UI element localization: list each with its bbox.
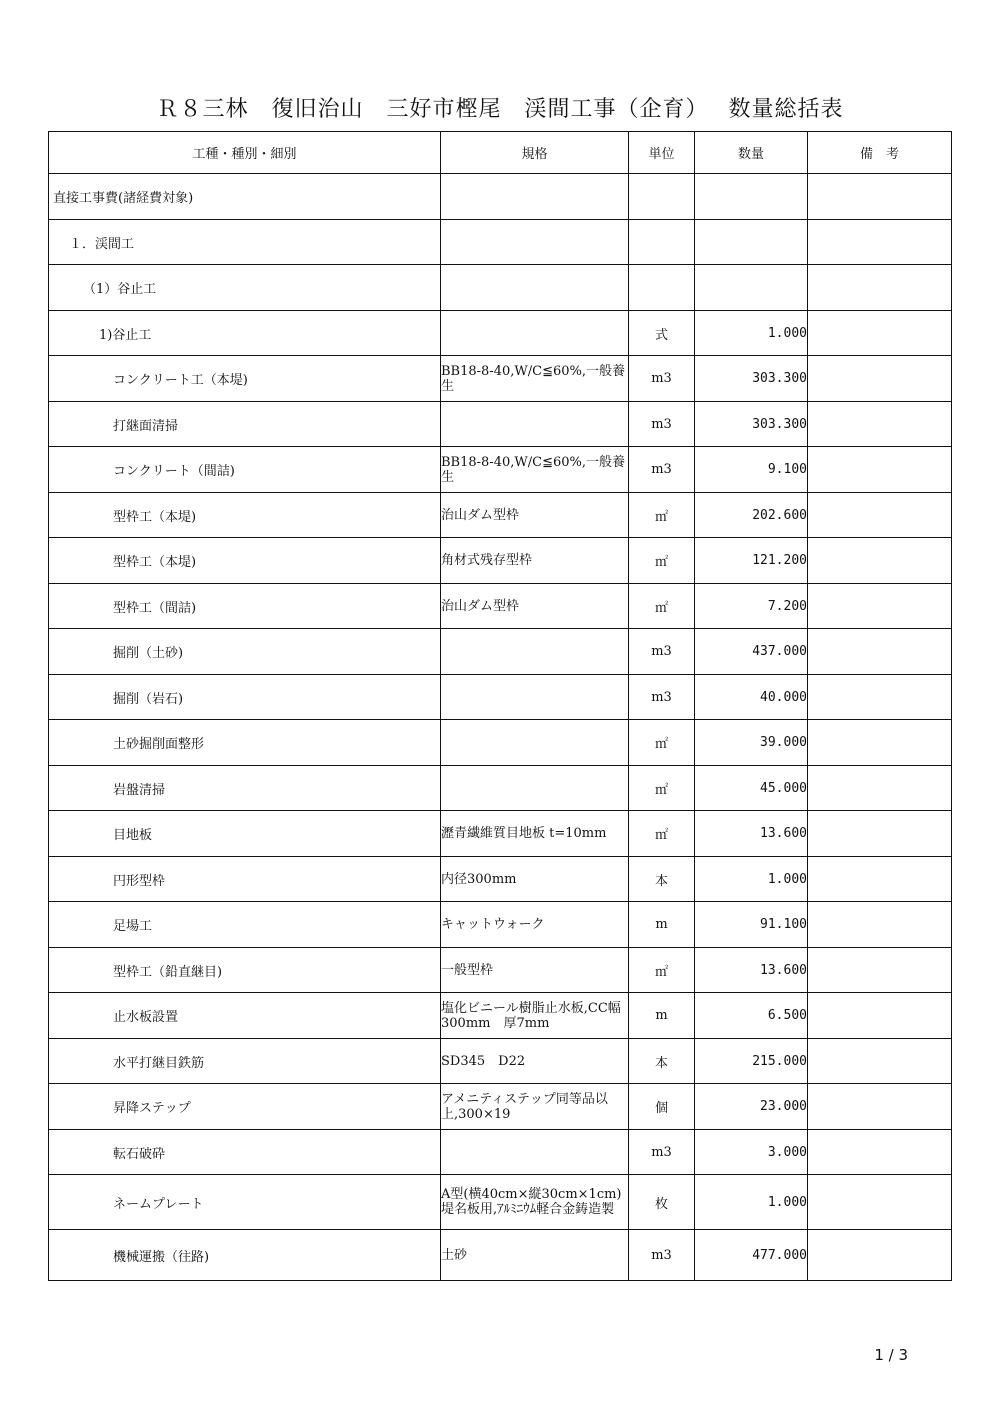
cell-quantity: 1.000: [695, 857, 808, 902]
cell-specification: [441, 766, 629, 811]
cell-remarks: [808, 1084, 952, 1130]
table-row: [49, 538, 952, 584]
table-body: [49, 174, 952, 1281]
cell-remarks: [808, 857, 952, 902]
cell-work-type: コンクリート工（本堤): [49, 356, 441, 402]
cell-remarks: [808, 993, 952, 1039]
cell-specification: キャットウォーク: [441, 902, 629, 948]
table-row: [49, 1039, 952, 1084]
cell-quantity: 9.100: [695, 447, 808, 493]
cell-unit: m3: [629, 1230, 695, 1281]
cell-unit: [629, 220, 695, 265]
cell-remarks: [808, 1039, 952, 1084]
cell-quantity: 3.000: [695, 1130, 808, 1175]
cell-quantity: [695, 220, 808, 265]
cell-unit: 式: [629, 311, 695, 356]
cell-specification: 内径300mm: [441, 857, 629, 902]
table-row: [49, 629, 952, 675]
cell-quantity: [695, 265, 808, 311]
cell-quantity: 303.300: [695, 356, 808, 402]
cell-unit: m: [629, 993, 695, 1039]
cell-unit: [629, 174, 695, 220]
table-row: [49, 857, 952, 902]
cell-unit: 本: [629, 1039, 695, 1084]
table-row: [49, 993, 952, 1039]
cell-quantity: 45.000: [695, 766, 808, 811]
cell-remarks: [808, 902, 952, 948]
cell-quantity: 7.200: [695, 584, 808, 629]
cell-remarks: [808, 720, 952, 766]
cell-work-type: 打継面清掃: [49, 402, 441, 447]
cell-specification: 塩化ビニール樹脂止水板,CC幅300mm 厚7mm: [441, 993, 629, 1039]
cell-quantity: 121.200: [695, 538, 808, 584]
table-row: [49, 1130, 952, 1175]
cell-specification: [441, 265, 629, 311]
header-quantity: 数量: [695, 132, 808, 174]
cell-quantity: 23.000: [695, 1084, 808, 1130]
cell-remarks: [808, 311, 952, 356]
table-row: [49, 402, 952, 447]
cell-remarks: [808, 675, 952, 720]
cell-unit: m3: [629, 629, 695, 675]
cell-remarks: [808, 447, 952, 493]
cell-quantity: 202.600: [695, 493, 808, 538]
cell-work-type: 昇降ステップ: [49, 1084, 441, 1130]
cell-specification: [441, 720, 629, 766]
cell-quantity: 39.000: [695, 720, 808, 766]
cell-unit: ㎡: [629, 948, 695, 993]
header-unit: 単位: [629, 132, 695, 174]
cell-unit: ㎡: [629, 538, 695, 584]
cell-work-type: 型枠工（本堤): [49, 493, 441, 538]
cell-unit: ㎡: [629, 493, 695, 538]
cell-remarks: [808, 538, 952, 584]
cell-work-type: 土砂掘削面整形: [49, 720, 441, 766]
cell-remarks: [808, 1130, 952, 1175]
cell-work-type: 円形型枠: [49, 857, 441, 902]
cell-specification: 土砂: [441, 1230, 629, 1281]
table-header-row: [49, 132, 952, 174]
cell-unit: 本: [629, 857, 695, 902]
cell-remarks: [808, 356, 952, 402]
cell-work-type: 掘削（岩石): [49, 675, 441, 720]
cell-unit: m3: [629, 675, 695, 720]
table-row: [49, 174, 952, 220]
cell-quantity: 437.000: [695, 629, 808, 675]
cell-specification: [441, 174, 629, 220]
cell-work-type: ネームプレート: [49, 1175, 441, 1230]
cell-specification: 治山ダム型枠: [441, 584, 629, 629]
cell-unit: ㎡: [629, 766, 695, 811]
cell-remarks: [808, 811, 952, 857]
header-specification: 規格: [441, 132, 629, 174]
cell-work-type: 岩盤清掃: [49, 766, 441, 811]
cell-unit: 枚: [629, 1175, 695, 1230]
header-work-type: 工種・種別・細別: [49, 132, 441, 174]
cell-specification: [441, 629, 629, 675]
cell-remarks: [808, 265, 952, 311]
table-row: [49, 493, 952, 538]
cell-unit: ㎡: [629, 720, 695, 766]
cell-remarks: [808, 584, 952, 629]
cell-work-type: 水平打継目鉄筋: [49, 1039, 441, 1084]
cell-remarks: [808, 948, 952, 993]
cell-specification: [441, 1130, 629, 1175]
cell-specification: BB18-8-40,W/C≦60%,一般養生: [441, 447, 629, 493]
cell-remarks: [808, 766, 952, 811]
cell-quantity: 40.000: [695, 675, 808, 720]
cell-unit: m3: [629, 356, 695, 402]
table-row: [49, 720, 952, 766]
table-row: [49, 220, 952, 265]
table-row: [49, 265, 952, 311]
cell-work-type: 目地板: [49, 811, 441, 857]
cell-quantity: 303.300: [695, 402, 808, 447]
table-row: [49, 1230, 952, 1281]
cell-unit: ㎡: [629, 811, 695, 857]
cell-quantity: 477.000: [695, 1230, 808, 1281]
cell-specification: BB18-8-40,W/C≦60%,一般養生: [441, 356, 629, 402]
table-row: [49, 584, 952, 629]
cell-specification: [441, 311, 629, 356]
cell-specification: 瀝青繊維質目地板 t=10mm: [441, 811, 629, 857]
page-number: 1 / 3: [874, 1346, 908, 1364]
cell-quantity: 6.500: [695, 993, 808, 1039]
cell-work-type: １．渓間工: [49, 220, 441, 265]
cell-remarks: [808, 1175, 952, 1230]
cell-unit: 個: [629, 1084, 695, 1130]
cell-work-type: コンクリート（間詰): [49, 447, 441, 493]
cell-quantity: 1.000: [695, 1175, 808, 1230]
table-row: [49, 948, 952, 993]
table-row: [49, 356, 952, 402]
quantity-summary-table: [48, 131, 952, 1281]
cell-specification: 一般型枠: [441, 948, 629, 993]
cell-remarks: [808, 493, 952, 538]
cell-specification: A型(横40cm×縦30cm×1cm) 堤名板用,ｱﾙﾐﾆｳﾑ軽合金鋳造製: [441, 1175, 629, 1230]
cell-unit: ㎡: [629, 584, 695, 629]
cell-specification: SD345 D22: [441, 1039, 629, 1084]
cell-unit: m3: [629, 402, 695, 447]
cell-unit: m3: [629, 1130, 695, 1175]
cell-work-type: 止水板設置: [49, 993, 441, 1039]
cell-specification: [441, 402, 629, 447]
cell-work-type: 転石破砕: [49, 1130, 441, 1175]
cell-remarks: [808, 402, 952, 447]
cell-quantity: 215.000: [695, 1039, 808, 1084]
cell-work-type: 型枠工（本堤): [49, 538, 441, 584]
cell-unit: m3: [629, 447, 695, 493]
cell-quantity: 1.000: [695, 311, 808, 356]
table-row: [49, 675, 952, 720]
document-title: Ｒ８三林 復旧治山 三好市樫尾 渓間工事（企育） 数量総括表: [156, 97, 844, 122]
cell-work-type: 機械運搬（往路): [49, 1230, 441, 1281]
cell-work-type: 型枠工（間詰): [49, 584, 441, 629]
cell-work-type: 掘削（土砂): [49, 629, 441, 675]
cell-quantity: [695, 174, 808, 220]
table-row: [49, 766, 952, 811]
table-row: [49, 1175, 952, 1230]
cell-remarks: [808, 1230, 952, 1281]
cell-work-type: 型枠工（鉛直継目): [49, 948, 441, 993]
cell-unit: m: [629, 902, 695, 948]
header-remarks: 備 考: [808, 132, 952, 174]
cell-unit: [629, 265, 695, 311]
cell-specification: アメニティステップ同等品以上,300×19: [441, 1084, 629, 1130]
cell-work-type: 直接工事費(諸経費対象): [49, 174, 441, 220]
cell-specification: [441, 675, 629, 720]
cell-specification: [441, 220, 629, 265]
cell-remarks: [808, 629, 952, 675]
cell-specification: 角材式残存型枠: [441, 538, 629, 584]
cell-quantity: 91.100: [695, 902, 808, 948]
cell-remarks: [808, 220, 952, 265]
table-row: [49, 1084, 952, 1130]
cell-remarks: [808, 174, 952, 220]
cell-work-type: 1)谷止工: [49, 311, 441, 356]
table-row: [49, 902, 952, 948]
table-row: [49, 811, 952, 857]
cell-quantity: 13.600: [695, 811, 808, 857]
cell-work-type: 足場工: [49, 902, 441, 948]
cell-specification: 治山ダム型枠: [441, 493, 629, 538]
table-row: [49, 311, 952, 356]
table-row: [49, 447, 952, 493]
cell-work-type: （1）谷止工: [49, 265, 441, 311]
cell-quantity: 13.600: [695, 948, 808, 993]
